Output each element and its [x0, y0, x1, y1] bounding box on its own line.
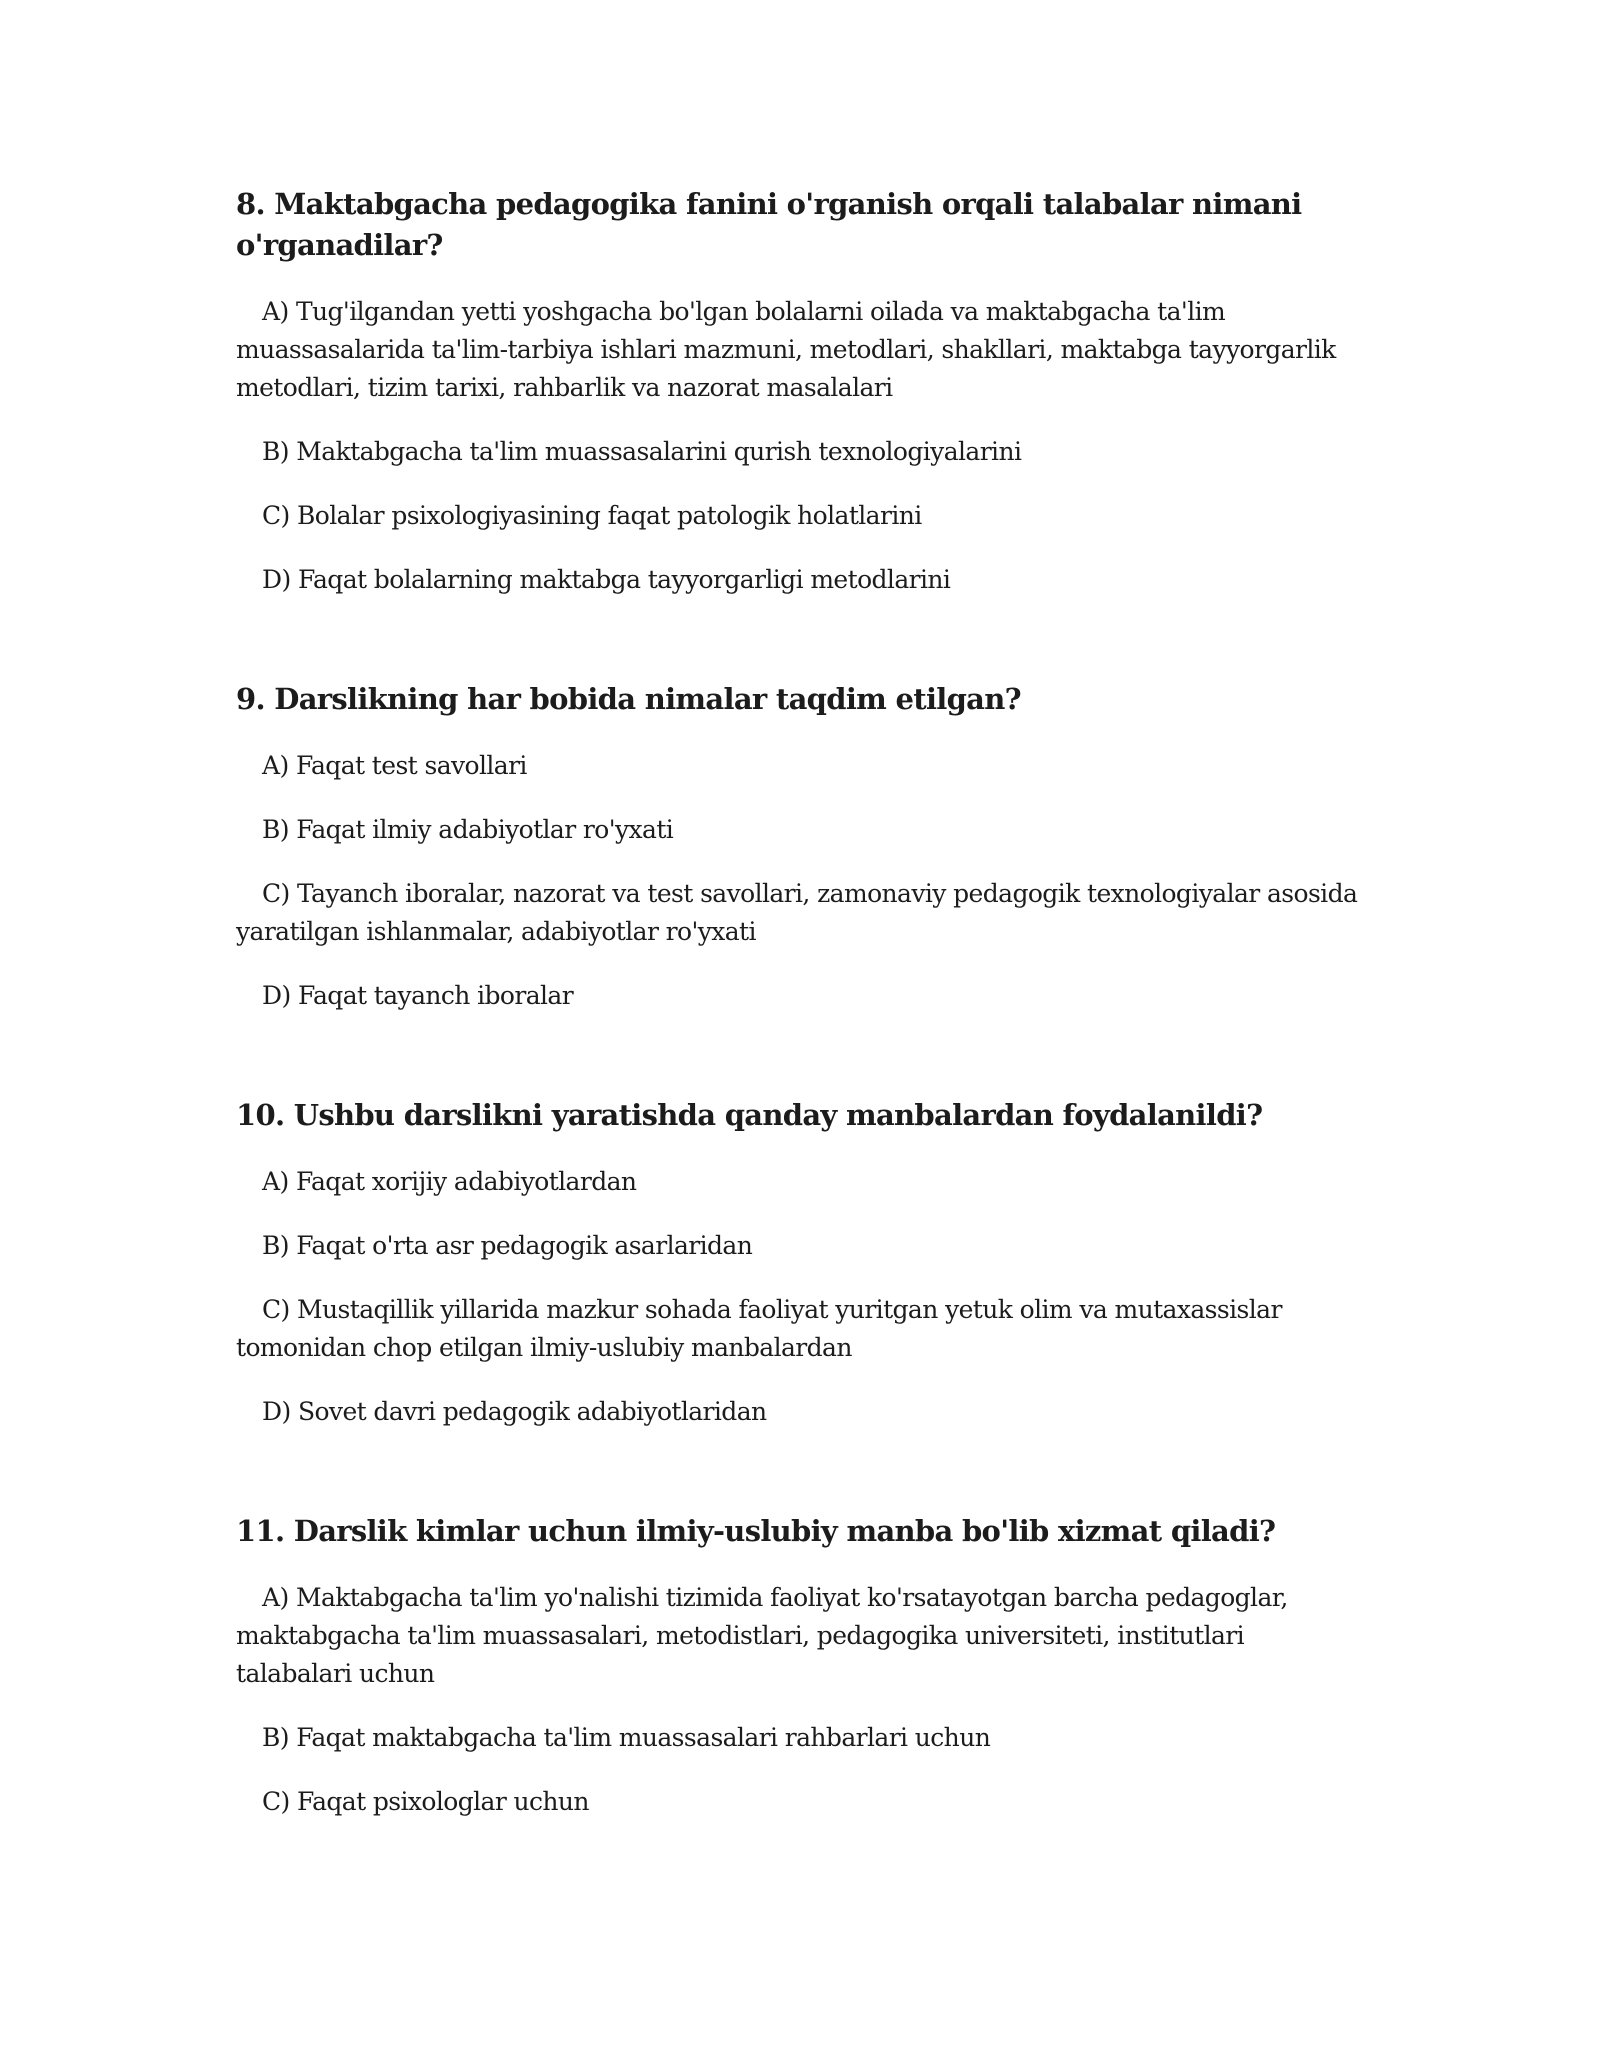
- option-b: B) Faqat ilmiy adabiyotlar ro'yxati: [262, 815, 674, 844]
- option-d: D) Sovet davri pedagogik adabiyotlaridan: [262, 1397, 767, 1426]
- option-c: C) Tayanch iboralar, nazorat va test savollari, zamonaviy pedagogik texnologiyalar asosida yaratilgan ishlanmalar, adabiyotlar ro'yxati: [236, 879, 1358, 946]
- question-9: [236, 679, 1366, 1015]
- option-c: C) Bolalar psixologiyasining faqat patologik holatlarini: [262, 501, 922, 530]
- option-b: B) Faqat maktabgacha ta'lim muassasalari rahbarlari uchun: [262, 1723, 991, 1752]
- question-8: [236, 184, 1366, 599]
- question-title: 8. Maktabgacha pedagogika fanini o'rganish orqali talabalar nimani o'rganadilar?: [236, 187, 1302, 262]
- option-b: B) Maktabgacha ta'lim muassasalarini qurish texnologiyalarini: [262, 437, 1022, 466]
- option-d: D) Faqat tayanch iboralar: [262, 981, 574, 1010]
- document-page: [236, 184, 1366, 1821]
- question-10: [236, 1095, 1366, 1431]
- question-title: 11. Darslik kimlar uchun ilmiy-uslubiy manba bo'lib xizmat qiladi?: [236, 1514, 1276, 1548]
- option-c: C) Mustaqillik yillarida mazkur sohada faoliyat yuritgan yetuk olim va mutaxassislar tomonidan chop etilgan ilmiy-uslubiy manbalardan: [236, 1295, 1282, 1362]
- option-a: A) Tug'ilgandan yetti yoshgacha bo'lgan bolalarni oilada va maktabgacha ta'lim muassasalarida ta'lim-tarbiya ishlari mazmuni, metodlari, shakllari, maktabga tayyorgarlik metodlari, tizim tarixi, rahbarlik va nazorat masalalari: [236, 297, 1336, 402]
- option-d: D) Faqat bolalarning maktabga tayyorgarligi metodlarini: [262, 565, 951, 594]
- option-a: A) Faqat xorijiy adabiyotlardan: [262, 1167, 637, 1196]
- question-title: 9. Darslikning har bobida nimalar taqdim etilgan?: [236, 682, 1021, 716]
- option-a: A) Maktabgacha ta'lim yo'nalishi tizimida faoliyat ko'rsatayotgan barcha pedagoglar, maktabgacha ta'lim muassasalari, metodistlari, pedagogika universiteti, institutlari talabalari uchun: [236, 1583, 1288, 1688]
- option-a: A) Faqat test savollari: [262, 751, 527, 780]
- question-title: 10. Ushbu darslikni yaratishda qanday manbalardan foydalanildi?: [236, 1098, 1263, 1132]
- question-11: [236, 1511, 1366, 1821]
- option-c: C) Faqat psixologlar uchun: [262, 1787, 589, 1816]
- option-b: B) Faqat o'rta asr pedagogik asarlaridan: [262, 1231, 753, 1260]
